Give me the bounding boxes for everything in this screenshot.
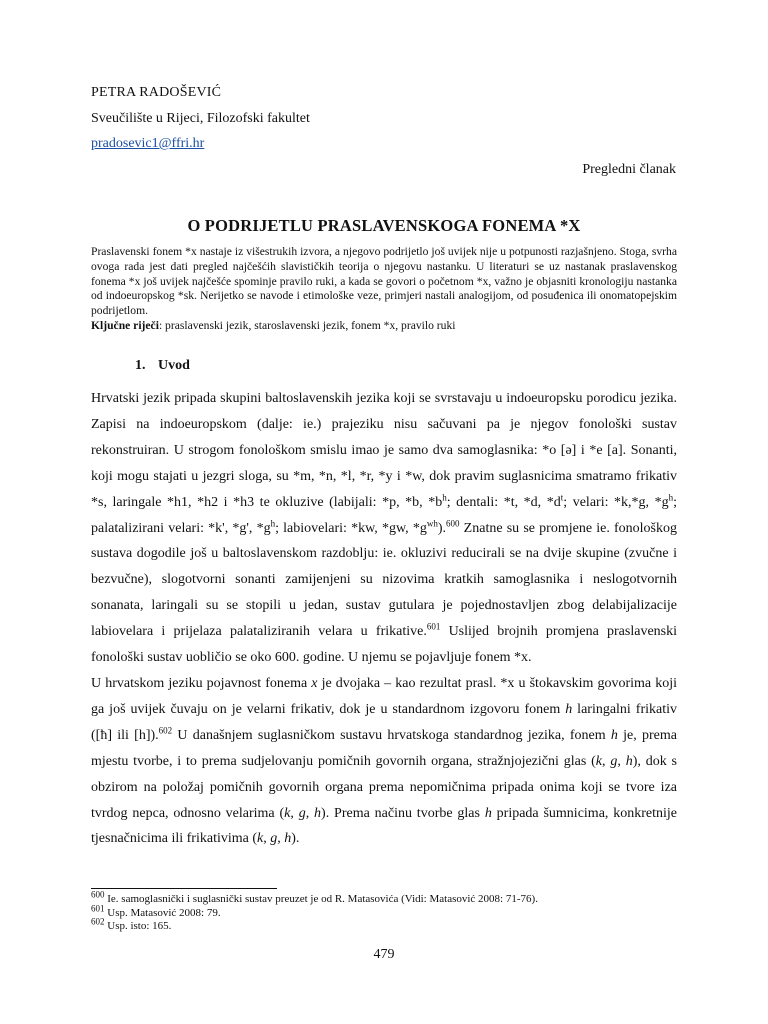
italic-term: h <box>314 805 322 821</box>
superscript: h <box>442 491 447 502</box>
keywords <box>91 319 677 334</box>
footnote-601 <box>91 902 677 921</box>
text-run: , <box>277 831 285 847</box>
superscript: t <box>560 491 564 502</box>
author-email-link[interactable]: pradosevic1@ffri.hr <box>91 136 205 151</box>
superscript: h <box>668 491 674 502</box>
footnote-600 <box>91 889 677 907</box>
section-title: Uvod <box>158 358 190 373</box>
footnote-text: Usp. isto: 165. <box>104 920 172 932</box>
text-run: , <box>602 753 611 769</box>
italic-term: k <box>257 831 264 847</box>
italic-term: x <box>311 675 318 691</box>
italic-term: h <box>625 753 633 769</box>
article-type: Pregledni članak <box>582 162 676 177</box>
text-run: Znatne su se promjene ie. fonološkog sustava dogodile još u baltoslavenskom razdoblju: ie. okluzivi reducirali se na dvije skupine (zvučne i bezvučne), slogotvorni sonanti zamijenjeni su nizovima kratkih samoglasnika i neslogotvornih sonanata, laringali su se stopili u jedan, sustav gutulara je pojednostavljen zbog delabijalizacije labiovelara i prijelaza palataliziranih velara u frikative. <box>91 520 678 640</box>
abstract: Praslavenski fonem *x nastaje iz višestrukih izvora, a njegovo podrijetlo još uvijek nije u potpunosti razjašnjeno. Stoga, svrha ovoga rada jest dati pregled najčešćih slavističkih teorija o njegovu nastanku. U literaturi se uz nastanak praslavenskog fonema *x još uvijek najčešće spominje pravilo ruki, a kada se govori o početnom *x, važno je objasniti kronologiju nastanka od indoeuropskog *sk. Nerijetko se navode i etimološke veze, primjeri nastali analogijom, od posuđenica ili onomatopejskim podrijetlom. <box>91 245 677 318</box>
footnote-ref-600[interactable]: 600 <box>446 517 460 528</box>
footnote-text: Ie. samoglasnički i suglasnički sustav preuzet je od R. Matasovića (Vidi: Matasović 2008: 71-76). <box>104 893 538 905</box>
text-run: ). Prema načinu tvorbe glas <box>321 805 485 821</box>
text-run: je, prema mjestu tvorbe, i to prema sudjelovanju pomičnih govornih organa, stražnjojezični glas ( <box>91 727 677 769</box>
footnote-text: Usp. Matasović 2008: 79. <box>104 906 221 919</box>
italic-term: h <box>565 701 573 717</box>
text-run: ; velari: *k,*g, *g <box>563 494 669 510</box>
section-heading <box>135 358 190 374</box>
text-run: U današnjem suglasničkom sustavu hrvatskoga standardnog jezika, fonem <box>172 727 611 743</box>
text-run: , <box>290 805 299 821</box>
footnote-ref-602[interactable]: 602 <box>158 725 173 736</box>
footnote-divider <box>91 888 277 889</box>
footnote-number: 601 <box>91 902 105 913</box>
italic-term: h <box>610 727 618 743</box>
text-run: ), dok s obzirom na položaj pomičnih govornih organa prema nepomičnima pripada onima koji se tvore iza tvrdog nepca, odnosno velarima ( <box>91 753 677 821</box>
text-run: , <box>305 805 315 821</box>
text-run: U hrvatskom jeziku pojavnost fonema <box>91 675 312 691</box>
section-number: 1. <box>135 358 146 373</box>
page-number: 479 <box>373 947 395 962</box>
footnote-number: 602 <box>91 916 105 927</box>
footnotes <box>91 889 677 934</box>
italic-term: h <box>484 805 492 821</box>
superscript: h <box>270 517 276 528</box>
footnote-602 <box>91 916 677 934</box>
text-run: Hrvatski jezik pripada skupini baltoslavenskih jezika koji se svrstavaju u indoeuropsku porodicu jezika. Zapisi na indoeuropskom (dalje: ie.) prajeziku nisu sačuvani pa je njegov fonološki sustav rekonstruiran. U strogom fonološkom smislu imao je samo dva samoglasnika: *o [ə] i *e [a]. Sonanti, koji mogu stajati u jezgri sloga, su *m, *n, *l, *r, *y i *w, dok pravim suglasnicima smatramo frikativ *s, laringale *h1, *h2 i *h3 te okluzive (labijali: *p, *b, *b <box>91 391 677 510</box>
italic-term: h <box>284 831 292 847</box>
text-run: Uslijed brojnih promjena praslavenski fonološki sustav uobličio se oko 600. godine. U njemu se pojavljuje fonem *x. <box>91 624 678 666</box>
italic-term: k <box>595 753 603 769</box>
text-run: ; dentali: *t, *d, *d <box>446 494 561 510</box>
text-run: pripada šumnicima, konkretnije tjesnačnicima ili frikativima ( <box>91 805 678 847</box>
paragraph-2 <box>91 671 677 852</box>
text-run: , <box>617 753 626 769</box>
keywords-list: : praslavenski jezik, staroslavenski jezik, fonem *x, pravilo ruki <box>158 319 456 332</box>
author-name: PETRA RADOŠEVIĆ <box>91 85 222 100</box>
text-run: , <box>263 831 271 847</box>
footnote-number: 600 <box>91 889 105 900</box>
text-run: ). <box>291 831 300 847</box>
text-run: ; labiovelari: *kw, *gw, *g <box>275 520 427 536</box>
body-text <box>91 386 677 852</box>
text-run: ). <box>437 520 446 536</box>
author-affiliation: Sveučilište u Rijeci, Filozofski fakultet <box>91 111 310 126</box>
footnote-ref-601[interactable]: 601 <box>426 621 441 632</box>
superscript: wh <box>426 517 438 528</box>
italic-term: g <box>298 805 306 821</box>
text-run: ; palatalizirani velari: *k', *g', *g <box>91 494 677 536</box>
italic-term: g <box>610 753 618 769</box>
article-title: O PODRIJETLU PRASLAVENSKOGA FONEMA *X <box>187 216 581 235</box>
text-run: je dvojaka – kao rezultat prasl. *x u štokavskim govorima koji ga još uvijek čuvaju on je velarni frikativ, dok je u standardnom izgovoru fonem <box>91 675 677 717</box>
keywords-label: Ključne riječi <box>91 319 159 332</box>
italic-term: g <box>270 831 278 847</box>
text-run: laringalni frikativ ([ħ] ili [h]). <box>91 701 678 743</box>
paragraph-1 <box>91 386 677 671</box>
italic-term: k <box>284 805 291 821</box>
